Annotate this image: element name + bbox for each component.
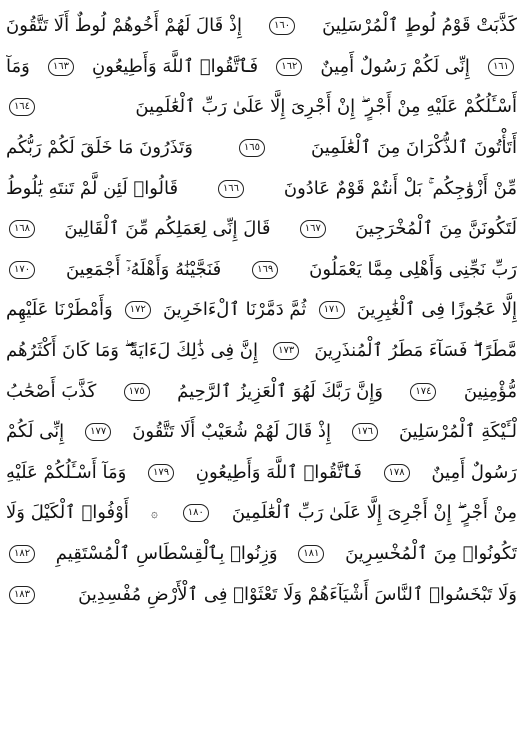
ayah-number-marker: ١٦٥ [239,139,265,157]
verse-text: مُّؤْمِنِينَ [463,380,517,402]
verse-text: ثُمَّ دَمَّرْنَا ٱلْءَاخَرِينَ [163,299,307,321]
rub-el-hizb-icon: ۞ [150,506,158,521]
verse-text: مِّنْ أَزْوَٰجِكُم ۚ بَلْ أَنتُمْ قَوْمٌ عَادُونَ [283,177,517,199]
verse-text: لْـَٔيْكَةِ ٱلْمُرْسَلِينَ [398,421,517,443]
verse-line [6,412,517,453]
ayah-number-marker: ١٧٥ [124,383,150,401]
verse-text: رَبِّ نَجِّنِى وَأَهْلِى مِمَّا يَعْمَلُونَ [309,258,517,280]
ayah-number-marker: ١٧٧ [85,423,111,441]
verse-text: وَزِنُوا۟ بِٱلْقِسْطَاسِ ٱلْمُسْتَقِيمِ [55,543,278,565]
verse-text: أَوْفُوا۟ ٱلْكَيْلَ وَلَا [6,502,129,524]
ayah-number-marker: ١٨٢ [9,545,35,563]
verse-line [6,493,517,534]
verse-text: إِلَّا عَجُوزًا فِى ٱلْغَٰبِرِينَ [356,299,517,321]
verse-line [6,574,517,615]
ayah-number-marker: ١٧٦ [352,423,378,441]
ayah-number-marker: ١٨٠ [183,504,209,522]
ayah-number-marker: ١٨١ [298,545,324,563]
verse-text: وَمَآ أَسْـَٔلُكُمْ عَلَيْهِ [6,461,127,483]
verse-text: إِنِّى لَكُمْ [6,421,65,443]
ayah-number-marker: ١٦١ [488,58,514,76]
verse-line [6,534,517,575]
verse-text: وَأَمْطَرْنَا عَلَيْهِم [6,299,113,321]
verse-text: فَٱتَّقُوا۟ ٱللَّهَ وَأَطِيعُونِ [92,55,259,77]
verse-line [6,87,517,128]
verse-text: تَكُونُوا۟ مِنَ ٱلْمُخْسِرِينَ [345,543,517,565]
verse-text: أَتَأْتُونَ ٱلذُّكْرَانَ مِنَ ٱلْعَٰلَمِينَ [311,137,517,159]
ayah-number-marker: ١٧١ [319,301,345,319]
ayah-number-marker: ١٧٢ [125,301,151,319]
ayah-number-marker: ١٨٣ [9,586,35,604]
ayah-number-marker: ١٧٣ [273,342,299,360]
verse-text: قَالُوا۟ لَئِن لَّمْ تَنتَهِ يَٰلُوطُ [6,177,179,199]
verse-text: رَسُولٌ أَمِينٌ [431,461,517,483]
ayah-number-marker: ١٧٩ [148,464,174,482]
verse-line [6,250,517,291]
verse-text: أَسْـَٔلُكُمْ عَلَيْهِ مِنْ أَجْرٍ ۖ إِنْ أَجْرِىَ إِلَّا عَلَىٰ رَبِّ ٱلْعَٰلَمِينَ [135,96,517,118]
verse-line [6,128,517,169]
ayah-number-marker: ١٦٧ [300,220,326,238]
ayah-number-marker: ١٦٤ [9,98,35,116]
ayah-number-marker: ١٧٠ [9,261,35,279]
ayah-number-marker: ١٦٢ [276,58,302,76]
verse-text: مِنْ أَجْرٍ ۖ إِنْ أَجْرِىَ إِلَّا عَلَىٰ رَبِّ ٱلْعَٰلَمِينَ [231,502,517,524]
verse-line [6,6,517,47]
ayah-number-marker: ١٦٠ [269,17,295,35]
ayah-number-marker: ١٦٨ [9,220,35,238]
ayah-number-marker: ١٦٦ [218,180,244,198]
verse-text: إِنَّ فِى ذَٰلِكَ لَءَايَةً ۖ وَمَا كَانَ أَكْثَرُهُم [6,340,259,362]
verse-text: فَٱتَّقُوا۟ ٱللَّهَ وَأَطِيعُونِ [195,461,362,483]
ayah-number-marker: ١٧٨ [384,464,410,482]
verse-text: وَلَا تَبْخَسُوا۟ ٱلنَّاسَ أَشْيَآءَهُمْ وَلَا تَعْثَوْا۟ فِى ٱلْأَرْضِ مُفْسِدِينَ [78,583,517,605]
verse-text: فَنَجَّيْنَٰهُ وَأَهْلَهُۥٓ أَجْمَعِينَ [65,258,222,280]
ayah-number-marker: ١٧٤ [410,383,436,401]
verse-text: وَمَآ [6,55,30,77]
verse-line [6,47,517,88]
verse-line [6,453,517,494]
verse-line [6,290,517,331]
verse-line [6,371,517,412]
verse-line [6,331,517,372]
verse-text: إِذْ قَالَ لَهُمْ أَخُوهُمْ لُوطٌ أَلَا تَتَّقُونَ [6,15,242,37]
verse-text: وَإِنَّ رَبَّكَ لَهُوَ ٱلْعَزِيزُ ٱلرَّحِيمُ [177,380,383,402]
verse-line [6,168,517,209]
verse-text: لَتَكُونَنَّ مِنَ ٱلْمُخْرَجِينَ [355,218,517,240]
verse-text: قَالَ إِنِّى لِعَمَلِكُم مِّنَ ٱلْقَالِينَ [64,218,271,240]
verse-text: وَتَذَرُونَ مَا خَلَقَ لَكُمْ رَبُّكُم [6,137,193,159]
ayah-number-marker: ١٦٩ [252,261,278,279]
verse-line [6,209,517,250]
verse-text: إِنِّى لَكُمْ رَسُولٌ أَمِينٌ [320,55,470,77]
verse-text: كَذَّبَتْ قَوْمُ لُوطٍ ٱلْمُرْسَلِينَ [322,15,517,37]
verse-text: مَّطَرًا ۖ فَسَآءَ مَطَرُ ٱلْمُنذَرِينَ [314,340,517,362]
ayah-number-marker: ١٦٣ [48,58,74,76]
verse-text: إِذْ قَالَ لَهُمْ شُعَيْبٌ أَلَا تَتَّقُونَ [132,421,331,443]
verse-text: كَذَّبَ أَصْحَٰبُ [6,380,97,402]
